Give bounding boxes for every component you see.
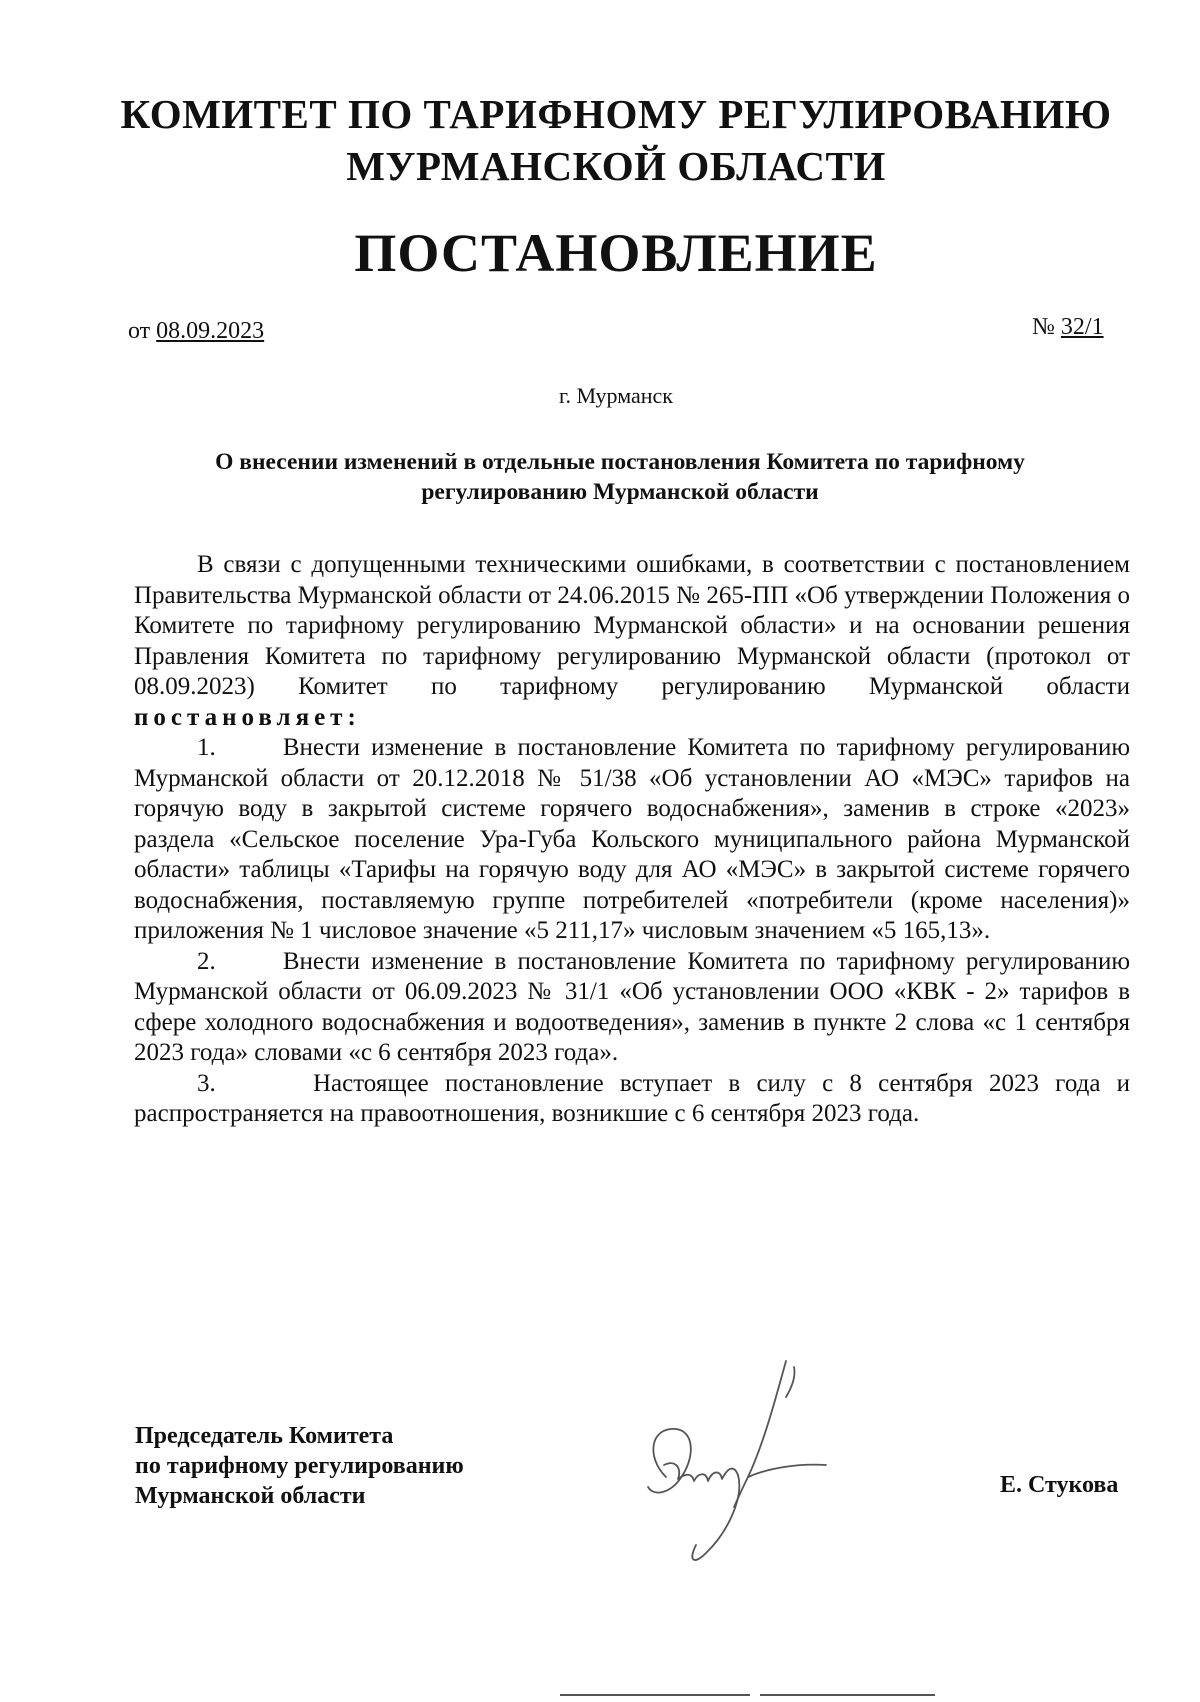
number-value: 32/1 — [1060, 314, 1104, 340]
item-text: Внести изменение в постановление Комитета по тарифному регулированию Мурманской области от 06.09.2023 № 31/1 «Об установлении ООО «КВК - 2» тарифов в сфере холодного водоснабжения и водоотведения», заменив в пункте 2 слова «с 1 сентября 2023 года» словами «с 6 сентября 2023 года». — [134, 947, 1130, 1066]
number-prefix: № — [1032, 314, 1055, 340]
document-body — [134, 550, 1130, 1130]
signer-name: Е. Стукова — [1000, 1472, 1119, 1498]
item-number: 3. — [197, 1069, 216, 1097]
preamble-text: В связи с допущенными техническими ошибками, в соответствии с постановлением Правительства Мурманской области от 24.06.2015 № 265-ПП «Об утверждении Положения о Комитете по тарифному регулированию Мурманской области» и на основании решения Правления Комитета по тарифному регулированию Мурманской области (протокол от 08.09.2023) Комитет по тарифному регулированию Мурманской области — [134, 551, 1130, 700]
footer-rule-left — [560, 1694, 750, 1696]
list-item — [134, 1069, 1130, 1130]
list-item — [134, 947, 1130, 1069]
signer-title-line3: Мурманской области — [135, 1483, 366, 1509]
item-text: Внести изменение в постановление Комитета по тарифному регулированию Мурманской области от 20.12.2018 № 51/38 «Об установлении АО «МЭС» тарифов на горячую воду в закрытой системе горячего водоснабжения», заменив в строке «2023» раздела «Сельское поселение Ура-Губа Кольского муниципального района Мурманской области» таблицы «Тарифы на горячую воду для АО «МЭС» в закрытой системе горячего водоснабжения, поставляемую группе потребителей «потребители (кроме населения)» приложения № 1 числовое значение «5 211,17» числовым значением «5 165,13». — [134, 734, 1130, 944]
signer-title-line2: по тарифному регулированию — [135, 1453, 464, 1479]
item-text: Настоящее постановление вступает в силу с 8 сентября 2023 года и распространяется на правоотношения, возникшие с 6 сентября 2023 года. — [134, 1069, 1130, 1127]
item-number: 2. — [197, 947, 216, 975]
date-prefix: от — [128, 318, 151, 344]
resolves-word: постановляет: — [134, 703, 361, 731]
item-number: 1. — [197, 734, 216, 761]
list-item — [134, 733, 1130, 947]
handwritten-signature — [636, 1347, 836, 1577]
committee-name-line2: МУРМАНСКОЙ ОБЛАСТИ — [346, 143, 886, 189]
signer-title — [135, 1421, 464, 1511]
document-type-title: ПОСТАНОВЛЕНИЕ — [354, 223, 878, 283]
footer-rule-right — [760, 1694, 935, 1696]
signer-title-line1: Председатель Комитета — [135, 1423, 394, 1449]
city: г. Мурманск — [559, 383, 673, 408]
committee-name — [16, 88, 1200, 192]
document-date — [128, 318, 264, 345]
preamble-paragraph — [134, 550, 1130, 733]
document-number — [1032, 314, 1104, 341]
date-value: 08.09.2023 — [156, 318, 265, 344]
committee-name-line1: КОМИТЕТ ПО ТАРИФНОМУ РЕГУЛИРОВАНИЮ — [120, 91, 1112, 137]
document-subject: О внесении изменений в отдельные постановления Комитета по тарифному регулированию Мурманской области — [215, 449, 1025, 505]
